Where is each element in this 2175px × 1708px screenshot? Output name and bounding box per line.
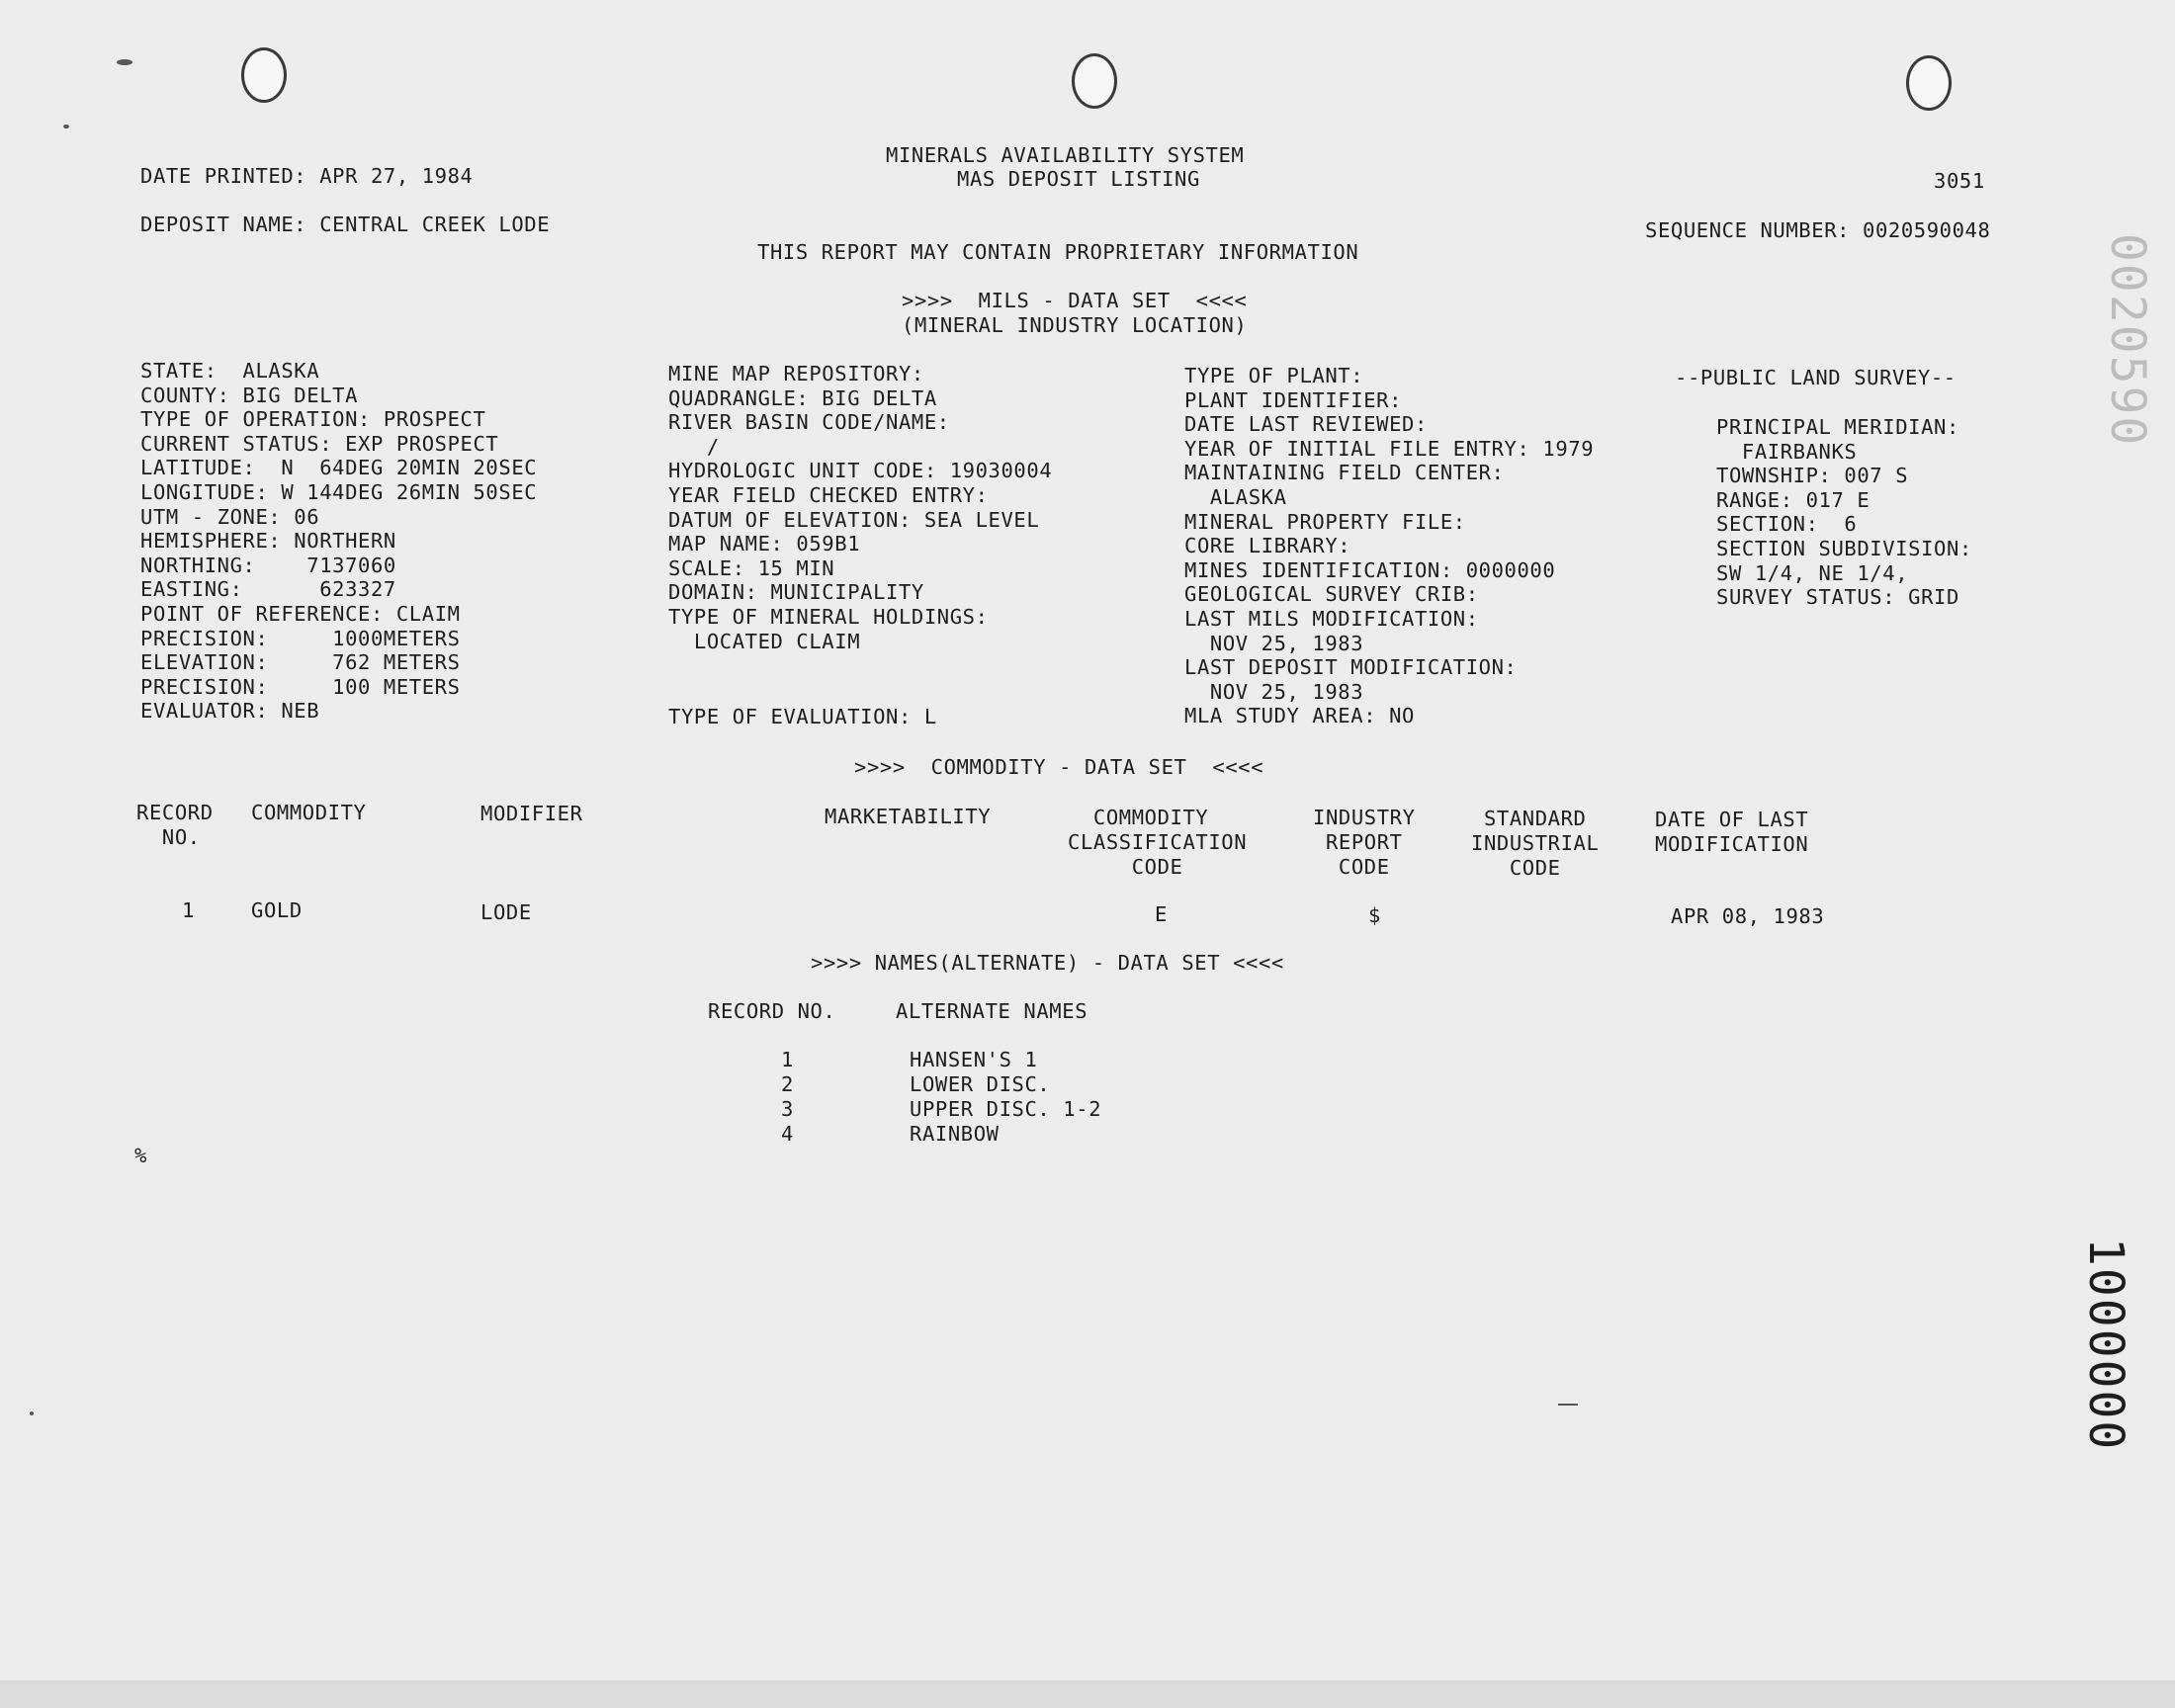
header-commodity: COMMODITY: [251, 801, 367, 824]
mils-field: ELEVATION: 762 METERS: [140, 650, 461, 675]
mils-field: PLANT IDENTIFIER:: [1184, 387, 1403, 412]
cell-modifier: LODE: [480, 900, 532, 924]
mils-field: TYPE OF MINERAL HOLDINGS:: [668, 605, 989, 629]
mils-subheading: (MINERAL INDUSTRY LOCATION): [902, 313, 1248, 337]
mils-field: POINT OF REFERENCE: CLAIM: [140, 602, 461, 626]
mils-field: STATE: ALASKA: [140, 359, 320, 383]
mils-field: PRECISION: 100 METERS: [140, 674, 461, 699]
date-printed: DATE PRINTED: APR 27, 1984: [140, 164, 474, 188]
proprietary-note: THIS REPORT MAY CONTAIN PROPRIETARY INFORMATION: [757, 240, 1359, 264]
mils-field: MAP NAME: 059B1: [668, 532, 861, 556]
mils-field: TYPE OF PLANT:: [1184, 364, 1364, 387]
mils-field: QUADRANGLE: BIG DELTA: [668, 385, 937, 410]
sheet-edge: [0, 1680, 2175, 1708]
system-title: MINERALS AVAILABILITY SYSTEM: [886, 143, 1245, 167]
mils-field: SCALE: 15 MIN: [668, 555, 835, 580]
names-header-record: RECORD NO.: [708, 999, 836, 1023]
cell-date: APR 08, 1983: [1671, 904, 1825, 928]
speck-mark: [1558, 1404, 1578, 1406]
alternate-name: UPPER DISC. 1-2: [910, 1097, 1102, 1121]
mils-field: PRINCIPAL MERIDIAN:: [1716, 415, 1959, 439]
mils-field: DATUM OF ELEVATION: SEA LEVEL: [668, 507, 1040, 532]
punch-hole-right: [1906, 55, 1952, 111]
names-header-names: ALTERNATE NAMES: [896, 999, 1088, 1023]
mils-field: MINERAL PROPERTY FILE:: [1184, 509, 1466, 534]
mils-field: SECTION SUBDIVISION:: [1716, 537, 1972, 560]
side-stamp: 1000000: [2078, 1238, 2133, 1452]
mils-field: EVALUATOR: NEB: [140, 699, 320, 724]
names-record-no: 4: [781, 1122, 794, 1146]
mils-field: YEAR OF INITIAL FILE ENTRY: 1979: [1184, 436, 1595, 461]
mils-field: LATITUDE: N 64DEG 20MIN 20SEC: [140, 456, 538, 480]
mils-field: DATE LAST REVIEWED:: [1184, 412, 1428, 437]
cell-industry: $: [1368, 903, 1381, 927]
speck-mark: [63, 125, 69, 128]
mils-field: LAST DEPOSIT MODIFICATION:: [1184, 655, 1518, 680]
mils-field: RIVER BASIN CODE/NAME:: [668, 410, 950, 435]
type-of-evaluation: TYPE OF EVALUATION: L: [668, 705, 937, 728]
cell-commodity: GOLD: [251, 898, 303, 922]
mils-field: EASTING: 623327: [140, 577, 396, 602]
mils-field: COUNTY: BIG DELTA: [140, 383, 359, 407]
mils-field: CORE LIBRARY:: [1184, 534, 1351, 558]
names-record-no: 2: [781, 1072, 794, 1096]
mils-field: HYDROLOGIC UNIT CODE: 19030004: [668, 459, 1053, 483]
header-modifier: MODIFIER: [480, 802, 583, 825]
cell-record-no: 1: [182, 898, 195, 922]
mils-field: FAIRBANKS: [1716, 439, 1858, 464]
mils-field: TOWNSHIP: 007 S: [1716, 464, 1909, 488]
commodity-heading: >>>> COMMODITY - DATA SET <<<<: [854, 755, 1264, 779]
mils-field: DOMAIN: MUNICIPALITY: [668, 580, 924, 605]
mils-field: MINE MAP REPOSITORY:: [668, 362, 924, 385]
mils-field: NOV 25, 1983: [1184, 631, 1364, 655]
mils-field: PRECISION: 1000METERS: [140, 626, 461, 650]
mils-field: SURVEY STATUS: GRID: [1716, 585, 1959, 610]
header-record-no: RECORD NO.: [136, 801, 214, 849]
mils-field: LOCATED CLAIM: [668, 629, 861, 653]
mils-field: NORTHING: 7137060: [140, 553, 396, 577]
alternate-name: LOWER DISC.: [910, 1072, 1051, 1096]
mils-field: NOV 25, 1983: [1184, 679, 1364, 704]
faint-side-stamp: 0020590: [2100, 233, 2155, 448]
listing-title: MAS DEPOSIT LISTING: [957, 167, 1200, 191]
mils-field: LONGITUDE: W 144DEG 26MIN 50SEC: [140, 480, 538, 504]
mils-heading: >>>> MILS - DATA SET <<<<: [902, 289, 1248, 312]
public-land-survey-heading: --PUBLIC LAND SURVEY--: [1675, 366, 1957, 389]
cell-classification: E: [1155, 902, 1168, 926]
header-industry: INDUSTRY REPORT CODE: [1313, 806, 1416, 879]
mils-field: ALASKA: [1184, 485, 1287, 509]
speck-mark: [117, 59, 132, 65]
speck-mark: [30, 1411, 34, 1415]
mils-field: HEMISPHERE: NORTHERN: [140, 529, 396, 554]
deposit-name: DEPOSIT NAME: CENTRAL CREEK LODE: [140, 213, 551, 236]
mils-field: MINES IDENTIFICATION: 0000000: [1184, 557, 1556, 582]
mils-field: GEOLOGICAL SURVEY CRIB:: [1184, 582, 1479, 607]
mils-field: SW 1/4, NE 1/4,: [1716, 560, 1909, 585]
mils-field: RANGE: 017 E: [1716, 487, 1870, 512]
header-classification: COMMODITY CLASSIFICATION CODE: [1068, 806, 1248, 879]
mils-field: CURRENT STATUS: EXP PROSPECT: [140, 431, 499, 456]
footer-mark: %: [134, 1144, 147, 1167]
names-record-no: 1: [781, 1048, 794, 1071]
alternate-name: HANSEN'S 1: [910, 1048, 1038, 1071]
names-record-no: 3: [781, 1097, 794, 1121]
mils-field: UTM - ZONE: 06: [140, 504, 320, 529]
mils-field: SECTION: 6: [1716, 512, 1858, 537]
header-date: DATE OF LAST MODIFICATION: [1655, 808, 1809, 856]
names-heading: >>>> NAMES(ALTERNATE) - DATA SET <<<<: [811, 951, 1284, 975]
alternate-name: RAINBOW: [910, 1122, 1000, 1146]
mils-field: /: [668, 434, 720, 459]
sequence-number: SEQUENCE NUMBER: 0020590048: [1645, 218, 1991, 242]
header-marketability: MARKETABILITY: [825, 805, 992, 828]
mils-field: MAINTAINING FIELD CENTER:: [1184, 461, 1505, 485]
mils-field: YEAR FIELD CHECKED ENTRY:: [668, 483, 989, 507]
header-sic: STANDARD INDUSTRIAL CODE: [1471, 807, 1600, 880]
mils-field: MLA STUDY AREA: NO: [1184, 704, 1415, 728]
mils-field: TYPE OF OPERATION: PROSPECT: [140, 407, 486, 432]
punch-hole-left: [241, 47, 287, 103]
mils-field: LAST MILS MODIFICATION:: [1184, 607, 1479, 631]
page-number: 3051: [1934, 169, 1985, 193]
punch-hole-center: [1072, 53, 1117, 109]
